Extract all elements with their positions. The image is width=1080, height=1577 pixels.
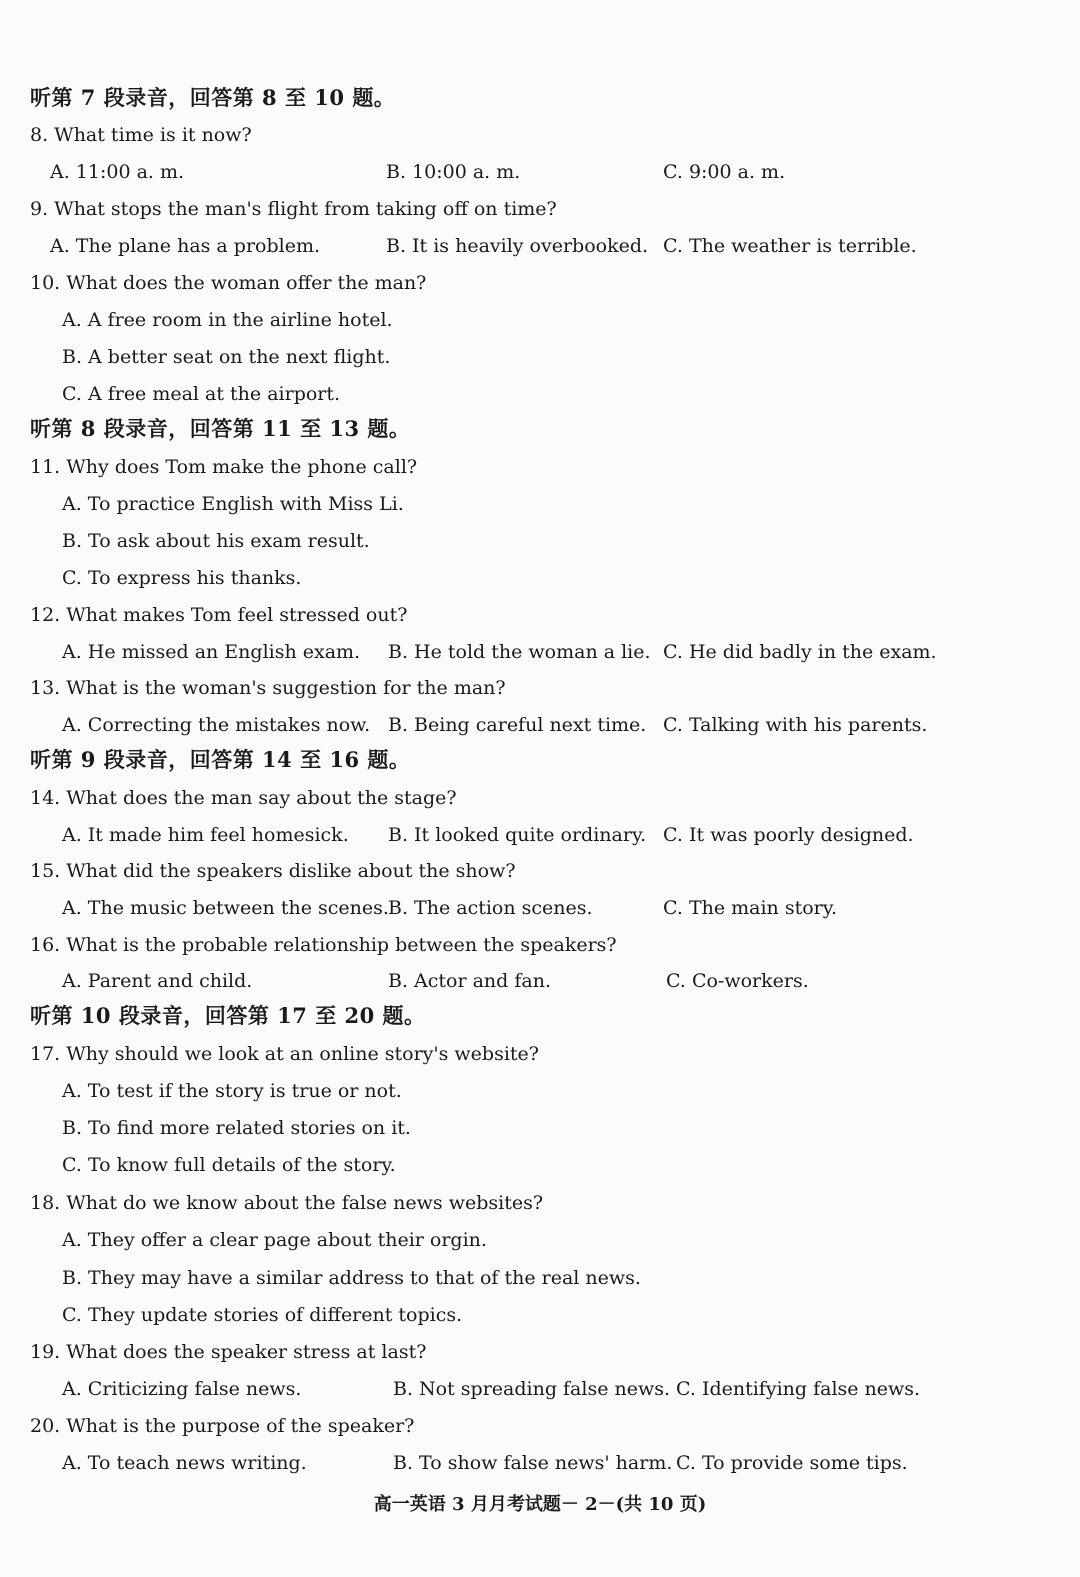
question — [0, 853, 1080, 889]
option-a: A. It made him feel homesick. — [62, 824, 349, 846]
option-line — [0, 1147, 1080, 1183]
option-a: A. To teach news writing. — [62, 1452, 307, 1474]
option-c: C. A free meal at the airport. — [62, 383, 341, 405]
page-footer: 高一英语 3 月月考试题－ 2－(共 10 页) — [373, 1494, 707, 1515]
option-line — [0, 1110, 1080, 1146]
question-text: 16. What is the probable relationship between the speakers? — [30, 934, 617, 956]
option-c: C. 9:00 a. m. — [663, 161, 786, 183]
question — [0, 191, 1080, 227]
option-a: A. The music between the scenes. — [62, 897, 389, 919]
option-a: A. To test if the story is true or not. — [62, 1080, 402, 1102]
section-header — [0, 411, 1080, 447]
option-line — [0, 1073, 1080, 1109]
question — [0, 927, 1080, 963]
option-c: C. To know full details of the story. — [62, 1154, 396, 1176]
option-c: C. Co-workers. — [666, 970, 809, 992]
option-line — [0, 1260, 1080, 1296]
option-line — [0, 486, 1080, 522]
question — [0, 1185, 1080, 1221]
option-c: C. Identifying false news. — [676, 1378, 921, 1400]
question-text: 17. Why should we look at an online story's website? — [30, 1043, 539, 1065]
question-text: 19. What does the speaker stress at last? — [30, 1341, 427, 1363]
question — [0, 670, 1080, 706]
option-line — [0, 1222, 1080, 1258]
option-c: C. Talking with his parents. — [663, 714, 928, 736]
section-header — [0, 998, 1080, 1034]
option-line — [0, 1297, 1080, 1333]
option-b: B. He told the woman a lie. — [388, 641, 651, 663]
section-header — [0, 742, 1080, 778]
option-line — [0, 560, 1080, 596]
option-c: C. To express his thanks. — [62, 567, 302, 589]
options-row — [0, 634, 1080, 670]
option-b: B. It is heavily overbooked. — [386, 235, 649, 257]
option-c: C. To provide some tips. — [676, 1452, 908, 1474]
option-c: C. He did badly in the exam. — [663, 641, 937, 663]
question — [0, 117, 1080, 153]
option-line — [0, 339, 1080, 375]
question-text: 14. What does the man say about the stage? — [30, 787, 457, 809]
option-b: B. The action scenes. — [388, 897, 593, 919]
option-b: B. To show false news' harm. — [393, 1452, 673, 1474]
options-row — [0, 817, 1080, 853]
question — [0, 265, 1080, 301]
question — [0, 449, 1080, 485]
option-line — [0, 523, 1080, 559]
option-b: B. 10:00 a. m. — [386, 161, 521, 183]
option-line — [0, 302, 1080, 338]
question-text: 18. What do we know about the false news websites? — [30, 1192, 544, 1214]
option-c: C. They update stories of different topics. — [62, 1304, 463, 1326]
options-row — [0, 228, 1080, 264]
option-b: B. To ask about his exam result. — [62, 530, 370, 552]
option-a: A. The plane has a problem. — [50, 235, 321, 257]
question-text: 8. What time is it now? — [30, 124, 252, 146]
option-a: A. Correcting the mistakes now. — [62, 714, 371, 736]
option-b: B. Actor and fan. — [388, 970, 552, 992]
option-b: B. It looked quite ordinary. — [388, 824, 647, 846]
options-row — [0, 1445, 1080, 1481]
option-a: A. Criticizing false news. — [62, 1378, 302, 1400]
question-text: 12. What makes Tom feel stressed out? — [30, 604, 408, 626]
option-b: B. Being careful next time. — [388, 714, 647, 736]
options-row — [0, 1371, 1080, 1407]
question — [0, 1036, 1080, 1072]
question-text: 10. What does the woman offer the man? — [30, 272, 427, 294]
option-c: C. It was poorly designed. — [663, 824, 914, 846]
section-header-text: 听第 10 段录音，回答第 17 至 20 题。 — [30, 1003, 426, 1028]
options-row — [0, 890, 1080, 926]
option-a: A. 11:00 a. m. — [50, 161, 185, 183]
option-b: B. Not spreading false news. — [393, 1378, 671, 1400]
option-b: B. To find more related stories on it. — [62, 1117, 411, 1139]
section-header-text: 听第 8 段录音，回答第 11 至 13 题。 — [30, 416, 411, 441]
option-c: C. The weather is terrible. — [663, 235, 917, 257]
option-a: A. Parent and child. — [62, 970, 253, 992]
options-row — [0, 963, 1080, 999]
option-b: B. They may have a similar address to that of the real news. — [62, 1267, 641, 1289]
question — [0, 597, 1080, 633]
question — [0, 1334, 1080, 1370]
question-text: 9. What stops the man's flight from taking off on time? — [30, 198, 557, 220]
question — [0, 1408, 1080, 1444]
option-a: A. A free room in the airline hotel. — [62, 309, 393, 331]
question-text: 13. What is the woman's suggestion for the man? — [30, 677, 506, 699]
section-header — [0, 80, 1080, 116]
option-a: A. He missed an English exam. — [62, 641, 361, 663]
option-a: A. They offer a clear page about their orgin. — [62, 1229, 487, 1251]
section-header-text: 听第 7 段录音，回答第 8 至 10 题。 — [30, 85, 396, 110]
question-text: 15. What did the speakers dislike about the show? — [30, 860, 516, 882]
option-c: C. The main story. — [663, 897, 837, 919]
question-text: 11. Why does Tom make the phone call? — [30, 456, 418, 478]
question-text: 20. What is the purpose of the speaker? — [30, 1415, 415, 1437]
option-b: B. A better seat on the next flight. — [62, 346, 391, 368]
options-row — [0, 707, 1080, 743]
option-a: A. To practice English with Miss Li. — [62, 493, 404, 515]
options-row — [0, 154, 1080, 190]
section-header-text: 听第 9 段录音，回答第 14 至 16 题。 — [30, 747, 411, 772]
option-line — [0, 376, 1080, 412]
question — [0, 780, 1080, 816]
